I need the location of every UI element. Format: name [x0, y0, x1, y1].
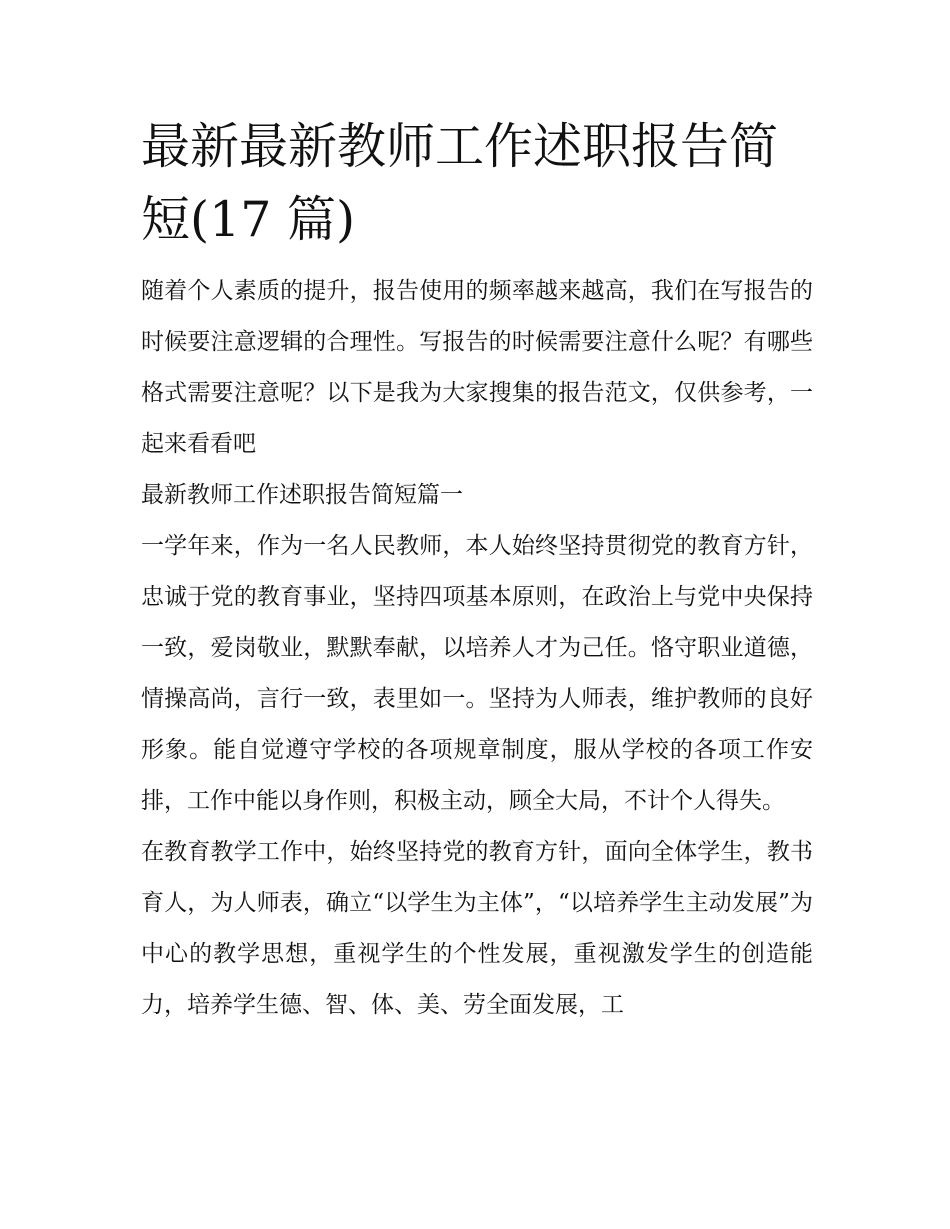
body-paragraph-2: 在教育教学工作中，始终坚持党的教育方针，面向全体学生，教书育人，为人师表，确立“以学生为主体”，“以培养学生主动发展”为中心的教学思想，重视学生的个性发展，重视激发学生的创造能力，培养学生德、智、体、美、劳全面发展，工	[141, 839, 813, 1018]
body-paragraph-1: 一学年来，作为一名人民教师，本人始终坚持贯彻党的教育方针，忠诚于党的教育事业，坚持四项基本原则，在政治上与党中央保持一致，爱岗敬业，默默奉献，以培养人才为己任。恪守职业道德，情操高尚，言行一致，表里如一。坚持为人师表，维护教师的良好形象。能自觉遵守学校的各项规章制度，服从学校的各项工作安排，工作中能以身作则，积极主动，顾全大局，不计个人得失。	[141, 533, 813, 814]
document-title: 最新最新教师工作述职报告简短(17 篇)	[141, 118, 779, 248]
document-page	[141, 110, 813, 1031]
section-heading: 最新教师工作述职报告简短篇一	[141, 482, 463, 508]
intro-paragraph: 随着个人素质的提升，报告使用的频率越来越高，我们在写报告的时候要注意逻辑的合理性。写报告的时候需要注意什么呢？有哪些格式需要注意呢？以下是我为大家搜集的报告范文，仅供参考，一起来看看吧	[141, 278, 813, 457]
